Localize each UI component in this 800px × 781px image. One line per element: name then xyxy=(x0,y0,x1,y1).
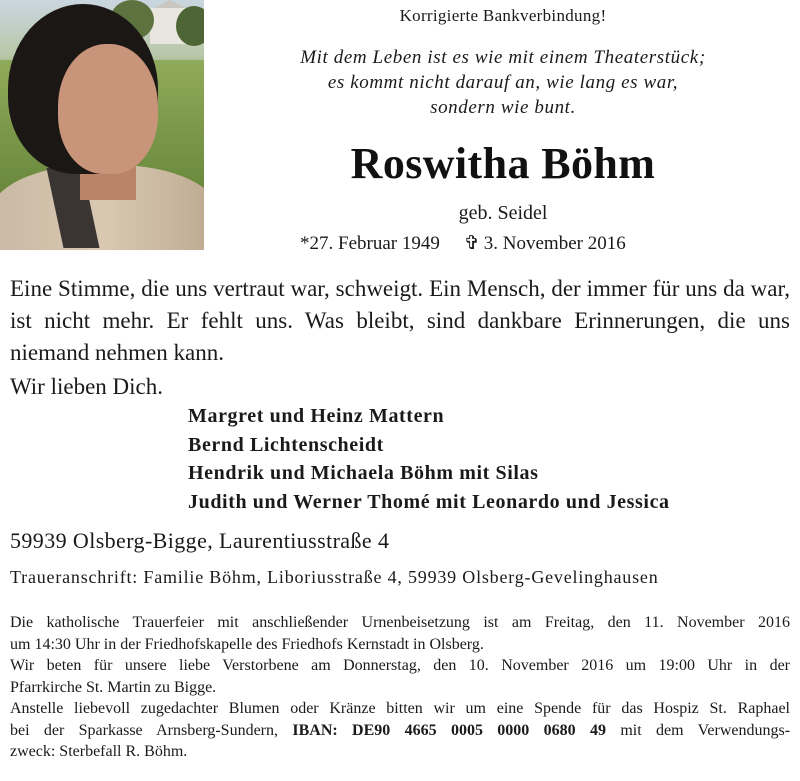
service-line: Wir beten für unsere liebe Verstorbene am Donnerstag, den 10. November 2016 um 19:00 Uhr in der xyxy=(10,657,790,674)
mourning-address: Traueranschrift: Familie Böhm, Liboriusstraße 4, 59939 Olsberg-Gevelinghausen xyxy=(10,567,659,587)
quote-line-3: sondern wie bunt. xyxy=(430,97,576,118)
purpose-line: zweck: Sterbefall R. Böhm. xyxy=(10,743,188,760)
life-dates xyxy=(300,232,700,255)
service-line: Die katholische Trauerfeier mit anschließender Urnenbeisetzung ist am Freitag, den 11. November 2016 xyxy=(10,614,790,631)
service-line: Pfarrkirche St. Martin zu Bigge. xyxy=(10,678,217,696)
birth-name: geb. Seidel xyxy=(458,202,548,224)
quote-line-1: Mit dem Leben ist es wie mit einem Theaterstück; xyxy=(300,47,706,68)
correction-notice: Korrigierte Bankverbindung! xyxy=(399,6,607,25)
deceased-name: Roswitha Böhm xyxy=(350,139,656,188)
service-details xyxy=(10,612,790,763)
death-date: 3. November 2016 xyxy=(483,233,626,254)
mourner-item: Judith und Werner Thomé mit Leonardo und Jessica xyxy=(188,490,670,513)
portrait-photo xyxy=(0,0,204,250)
home-address: 59939 Olsberg-Bigge, Laurentiusstraße 4 xyxy=(10,528,390,553)
bank-prefix: bei der Sparkasse Arnsberg-Sundern, xyxy=(10,721,293,739)
service-line: um 14:30 Uhr in der Friedhofskapelle des Friedhofs Kernstadt in Olsberg. xyxy=(10,635,484,653)
bank-suffix: mit dem Verwendungs- xyxy=(605,721,791,739)
mourner-item: Hendrik und Michaela Böhm mit Silas xyxy=(188,462,539,484)
birth-date: *27. Februar 1949 xyxy=(300,233,440,254)
quote-line-2: es kommt nicht darauf an, wie lang es war, xyxy=(327,72,679,93)
mourners-list xyxy=(188,402,670,516)
iban: IBAN: DE90 4665 0005 0000 0680 49 xyxy=(292,721,606,739)
cross-icon: ✞ xyxy=(463,233,480,254)
love-line: Wir lieben Dich. xyxy=(10,374,163,399)
remembrance-paragraph: Eine Stimme, die uns vertraut war, schweigt. Ein Mensch, der immer für uns da war, ist nicht mehr. Er fehlt uns. Was bleibt, sind dankbare Erinnerungen, die uns niemand nehmen kann. xyxy=(10,276,790,365)
mourner-item: Bernd Lichtenscheidt xyxy=(188,433,384,456)
mourner-item: Margret und Heinz Mattern xyxy=(188,405,445,427)
service-line: Anstelle liebevoll zugedachter Blumen oder Kränze bitten wir um eine Spende für das Hospiz St. Raphael xyxy=(10,700,790,717)
bank-line xyxy=(10,720,790,742)
